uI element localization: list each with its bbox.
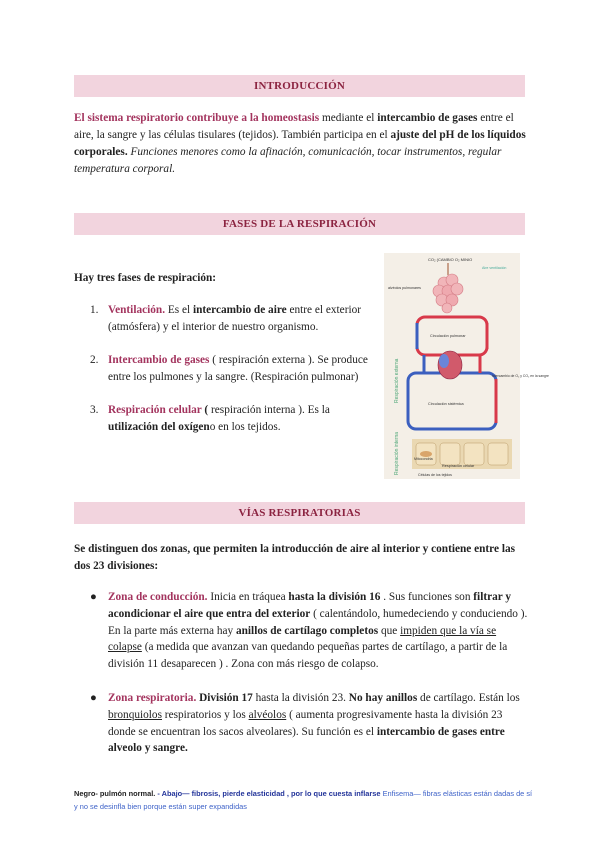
item-text: que [378,624,401,637]
pulmonary-label: Circulación pulmonar [430,334,466,338]
intro-text: entre el aire, la sangre y las células tisulares (tejidos). También participa en el [74,112,514,141]
item-text: Inicia en tráquea [207,591,289,603]
tissue-cells-label: Células de los tejidos [418,473,452,477]
item-title: Ventilación. [108,304,166,316]
item-text: respiratorios y los [161,708,249,721]
list-item [74,690,530,757]
bullet-icon: ● [90,691,97,704]
item-text: respiración interna ). Es la [208,404,330,416]
airways-lead: Se distinguen dos zonas, que permiten la introducción de aire al interior y contiene entre las dos 23 divisiones: [74,543,515,572]
section-title: FASES DE LA RESPIRACIÓN [222,218,377,230]
mitochondria-label: Mitocondria [414,457,433,461]
item-text: . Sus funciones son [380,591,474,603]
footer-notes [74,787,534,813]
respiration-diagram-svg [384,253,549,479]
section-title: INTRODUCCIÓN [253,80,346,92]
intro-paragraph [74,110,529,178]
item-text: hasta la división 23. [252,691,349,704]
list-number: 1. [90,304,99,316]
internal-respiration-label: Respiración interna [394,431,400,475]
list-number: 3. [90,404,99,416]
external-respiration-label: Respiración externa [394,358,400,403]
item-bold: intercambio de aire [192,304,287,316]
item-underline: impiden que la vía se colapse [108,624,497,654]
item-text: Es el [165,304,193,316]
zones-list [74,589,530,774]
bullet-icon: ● [90,591,97,603]
phases-list [74,302,374,452]
note-normal: Negro- pulmón normal. [74,789,156,798]
section-header-intro [74,75,525,97]
heart-icon [438,351,462,379]
item-bold: anillos de cartílago completos [235,624,379,637]
top-label: CO₂ (CAMBIO O₂ MINIO [428,257,473,262]
list-item [74,402,374,435]
item-bold: hasta la división 16 [288,591,381,603]
section-header-airways [74,502,525,524]
item-title: Intercambio de gases [108,354,210,366]
item-text: o en los tejidos. [209,420,281,433]
item-text: de cartílago. Están los [417,691,520,704]
section-header-phases [74,213,525,235]
intro-lead: El sistema respiratorio contribuye a la homeostasis [74,112,320,124]
note-emphysema: Enfisema— fibras elásticas están dadas de sí y no se desinfla bien porque están super expandidas [74,789,533,811]
list-item [74,302,374,335]
item-text: ( respiración externa ). Se produce entre los pulmones y la sangre. (Respiración pulmonar) [108,354,368,383]
section-title: VÍAS RESPIRATORIAS [238,507,361,519]
list-item [74,352,374,385]
item-bold: intercambio de gases entre alveolo y sangre. [108,725,505,755]
intro-italic: Funciones menores como la afinación, comunicación, tocar instrumentos, regular temperatura corporal. [74,146,502,175]
item-underline: bronquiolos [108,708,162,721]
exchange-label: Intercambio de O₂ y CO₂ en la sangre [492,374,549,378]
item-title: Zona de conducción. [108,591,208,603]
item-text: ( aumenta progresivamente hasta la división 23 donde se encuentran los sacos alveolares). Su función es el [108,708,503,738]
item-text: ( calentándolo, humedeciendo y conduciendo ). En la parte más externa hay [108,607,528,637]
item-bold: División 17 [196,691,253,704]
item-title: Respiración celular [108,404,202,416]
item-underline: alvéolos [248,708,287,721]
item-text: (a medida que avanzan van quedando pequeñas partes de cartílago, a partir de la división 11 desaparecen ) . Zona con más riesgo de colapso. [108,641,508,671]
item-bold: ( [201,404,209,416]
alveoli-label: alvéolos pulmonares [388,286,421,290]
systemic-label: Circulación sistémica [428,402,464,406]
item-text: entre el exterior (atmósfera) y el interior de nuestro organismo. [108,304,362,333]
phases-lead: Hay tres fases de respiración: [74,272,217,284]
item-title: Zona respiratoria. [108,691,197,704]
list-number: 2. [90,354,99,366]
intro-bold: ajuste del pH de los líquidos corporales. [74,129,526,158]
note-fibrosis: - Abajo— fibrosis, pierde elasticidad , por lo que cuesta inflarse [155,789,381,798]
intro-bold: intercambio de gases [377,112,478,124]
item-bold: No hay anillos [348,691,418,704]
cellular-respiration-label: Respiración celular [442,464,475,468]
list-item [74,589,530,673]
intro-text: mediante el [319,112,378,124]
item-bold: utilización del oxígen [108,420,210,433]
respiration-diagram [384,253,549,479]
airway-label: Aire ventilación [482,266,507,270]
item-bold: filtrar y acondicionar el aire que entra del exterior [108,591,512,620]
